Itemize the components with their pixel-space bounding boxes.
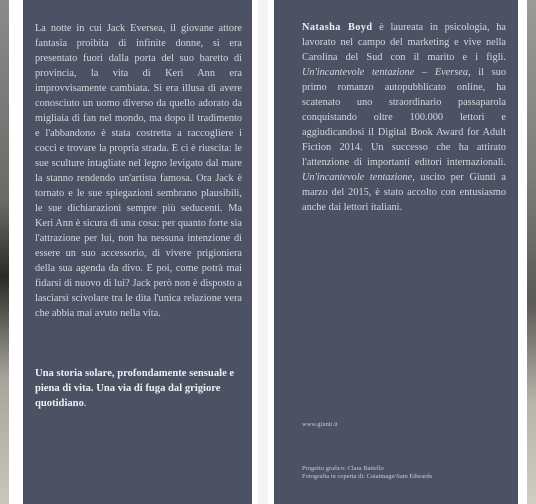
tagline-text: Una storia solare, profondamente sensuale e piena di vita. Una via di fuga dal grigiore quotidiano [35, 368, 235, 409]
credit-graphic-design: Progetto grafico: Clara Battello [302, 465, 384, 472]
cover-photo-edge-right [527, 0, 536, 504]
back-flap-synopsis-panel [23, 0, 252, 504]
author-name: Natasha Boyd [302, 22, 373, 33]
page-margin-right [518, 0, 527, 504]
page-margin-left [9, 0, 23, 504]
author-bio-panel [274, 0, 518, 504]
publisher-website: www.giunti.it [302, 421, 338, 428]
synopsis-text: La notte in cui Jack Eversea, il giovane attore fantasia proibita di infinite donne, si era presentato fuori dalla porta del suo baretto di provincia, la vita di Keri Ann era improvvisamente cambiata. Si era illusa di avere conosciuto un uomo diverso da quello adorato da migliaia di fan nel mondo, ma dopo il tradimento e l'abbandono è stata costretta a raccogliere i cocci e trovare la propria strada. E ci è riuscita: le sue sculture intagliate nel legno levigato dal mare la stanno rendendo un'artista famosa. Ora Jack è tornato e le sue spiegazioni sembrano plausibili, le sue dichiarazioni sempre più seducenti. Ma Keri Ann è sicura di una cosa: per quanto forte sia l'attrazione per lui, non ha nessuna intenzione di essere un suo accessorio, di vivere prigioniera della sua agenda da divo. E poi, come potrà mai fidarsi di nuovo di lui? Jack però non è disposto a lasciarsi scivolare tra le dita l'unica relazione vera che abbia mai avuto nella vita. [35, 23, 242, 319]
page-fold [258, 0, 268, 504]
bio-part-3: , uscito per Giunti a marzo del 2015, è stato accolto con entusiasmo anche dai lettori italiani. [302, 172, 506, 213]
tagline-end: . [83, 398, 87, 409]
author-bio [302, 20, 506, 215]
tagline [35, 366, 240, 411]
bio-book-title-1: Un'incantevole tentazione – Eversea [302, 67, 468, 78]
credit-cover-photo: Fotografia in coperta di: Caiaimage/Sam Edwards [302, 473, 433, 480]
bio-book-title-2: Un'incantevole tentazione [302, 172, 413, 183]
cover-photo-edge-left [0, 0, 9, 504]
bio-part-1: è laureata in psicologia, ha lavorato nel campo del marketing e vive nella Carolina del Sud con il marito e i figli. [302, 22, 506, 63]
bio-part-2: , il suo primo romanzo autopubblicato online, ha scatenato uno straordinario passaparola conquistando oltre 100.000 lettori e aggiudicandosi il Digital Book Award for Adult Fiction 2014. Un successo che ha attirato l'attenzione di importanti editori internazionali. [302, 67, 507, 168]
